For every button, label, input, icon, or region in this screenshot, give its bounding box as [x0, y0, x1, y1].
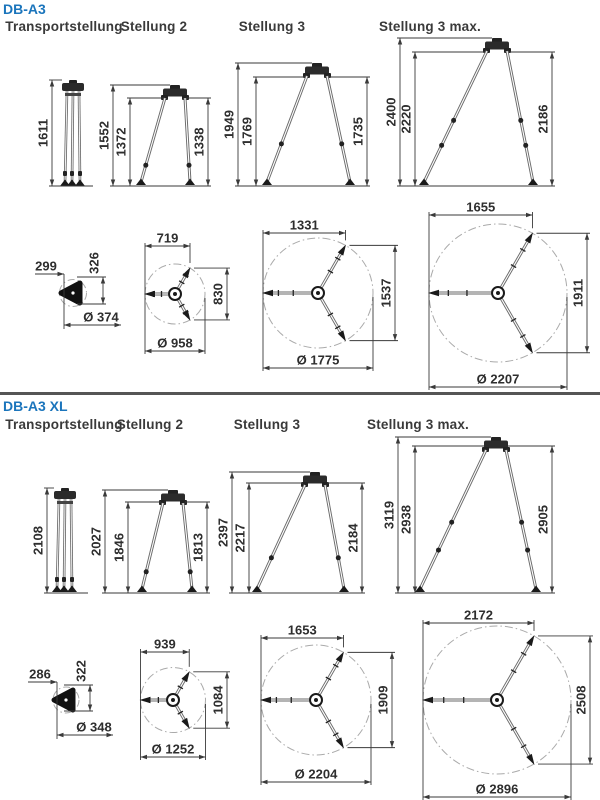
dimension-label: 3119 — [381, 500, 397, 530]
dimension-label: Ø 958 — [157, 335, 193, 351]
dimension-label: 2027 — [88, 527, 104, 556]
plan-view-a3-stellung2 — [144, 231, 230, 354]
dimension-label: 2397 — [215, 518, 231, 547]
dimension-label: 1911 — [570, 278, 586, 308]
dimension-label: Ø 374 — [83, 309, 119, 325]
side-view-a3-stellung3 — [222, 63, 370, 186]
dimension-label: 2220 — [398, 104, 414, 134]
plan-view-a3xl-stellung3max — [422, 608, 593, 800]
side-view-a3-transport — [36, 80, 93, 186]
dimension-label: 2508 — [573, 685, 589, 715]
section-title-db-a3: DB-A3 — [3, 1, 46, 17]
column-header-stellung-3-max: Stellung 3 max. — [366, 417, 470, 432]
dimension-label: 939 — [154, 636, 176, 652]
side-view-a3-stellung2 — [97, 85, 211, 186]
dimension-label: 1769 — [239, 117, 255, 146]
dimension-label: 326 — [86, 252, 102, 274]
column-header-stellung-2: Stellung 2 — [116, 417, 184, 432]
column-header-stellung-2: Stellung 2 — [120, 19, 188, 34]
dimension-label: Ø 2204 — [294, 766, 338, 782]
dimension-label: 2938 — [398, 505, 414, 534]
dimension-label: 1735 — [350, 117, 366, 146]
column-header-transportstellung: Transportstellung — [5, 19, 123, 34]
dimension-label: 2184 — [345, 523, 361, 553]
column-header-stellung-3: Stellung 3 — [233, 417, 301, 432]
plan-view-a3-stellung3max — [428, 200, 590, 390]
dimension-label: Ø 2896 — [475, 781, 519, 797]
dimension-label: Ø 1775 — [296, 352, 340, 368]
dimension-label: 2172 — [464, 607, 493, 623]
plan-view-a3xl-stellung3 — [260, 623, 395, 785]
dimension-label: 2217 — [232, 523, 248, 553]
dimension-label: 1909 — [375, 685, 391, 715]
dimension-label: 2186 — [535, 104, 551, 134]
dimension-label: 719 — [156, 230, 179, 246]
section-title-db-a3-xl: DB-A3 XL — [3, 398, 68, 414]
dimension-label: 1813 — [190, 533, 206, 562]
dimension-label: 2400 — [383, 97, 399, 127]
plan-view-a3-stellung3 — [262, 218, 398, 371]
dimension-label: 1084 — [210, 685, 226, 715]
side-view-a3xl-transport — [31, 488, 88, 593]
dimension-label: 322 — [73, 660, 89, 682]
dimension-label: 2108 — [30, 526, 46, 555]
plan-view-a3-transport — [35, 252, 121, 329]
dimension-label: Ø 348 — [76, 719, 112, 735]
dimension-label: 1846 — [111, 533, 127, 562]
dimension-label: 1949 — [221, 110, 237, 139]
dimension-label: 299 — [35, 258, 57, 274]
side-view-a3xl-stellung3 — [216, 472, 365, 593]
dimension-label: 1372 — [113, 127, 129, 157]
side-view-a3xl-stellung2 — [89, 490, 210, 593]
dimension-label: Ø 1252 — [151, 741, 195, 757]
dimension-label: 1611 — [35, 118, 51, 148]
dimension-label: 1338 — [191, 127, 207, 157]
dimension-label: 2905 — [535, 505, 551, 534]
dimension-label: 1537 — [378, 278, 394, 308]
plan-view-a3xl-stellung2 — [140, 637, 231, 760]
dimension-label: 830 — [210, 283, 226, 305]
column-header-stellung-3: Stellung 3 — [238, 19, 306, 34]
dimension-label: 1653 — [287, 622, 317, 638]
dimension-label: Ø 2207 — [476, 371, 520, 387]
side-view-a3-stellung3max — [384, 38, 555, 186]
dimension-label: 1655 — [466, 199, 496, 215]
dimension-label: 1552 — [96, 121, 112, 150]
side-view-a3xl-stellung3max — [382, 437, 555, 593]
column-header-stellung-3-max: Stellung 3 max. — [378, 19, 482, 34]
dimension-label: 1331 — [289, 217, 319, 233]
plan-view-a3xl-transport — [28, 660, 113, 739]
dimension-label: 286 — [29, 666, 51, 682]
column-header-transportstellung: Transportstellung — [5, 417, 123, 432]
